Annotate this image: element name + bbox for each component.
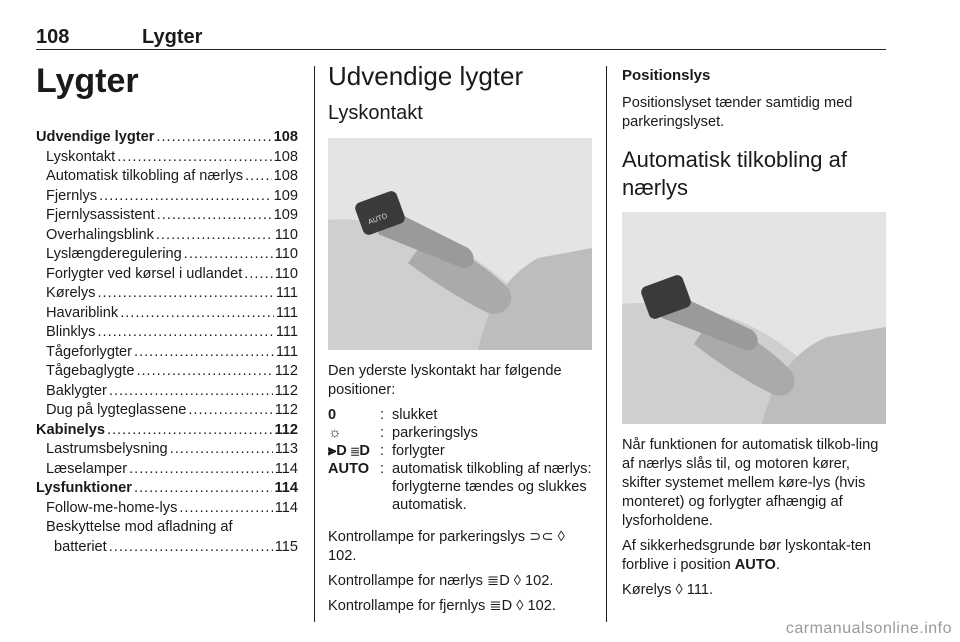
toc-leader-dots: [109, 382, 273, 402]
toc-label: Lyskontakt: [46, 148, 116, 165]
toc-leader-dots: [244, 265, 272, 285]
toc-page-number: 114: [274, 499, 298, 516]
toc-page-number: 112: [274, 421, 298, 438]
toc-item-row: [36, 323, 298, 343]
position-row: [328, 442, 592, 460]
toc-label: Baklygter: [46, 382, 107, 399]
toc-item-row: [36, 401, 298, 421]
position-symbol-icon: ⫸D ≣D: [328, 443, 370, 459]
positionslys-text: Positionslyset tænder samtidig med parkeringslyset.: [622, 95, 853, 130]
toc-leader-dots: [99, 187, 272, 207]
page-header: [36, 26, 886, 50]
table-of-contents: [36, 128, 298, 557]
auto-switch-image: [622, 212, 886, 424]
toc-item-row: [36, 265, 298, 285]
toc-leader-dots: [134, 343, 274, 363]
toc-label: Automatisk tilkobling af nærlys: [46, 168, 244, 184]
toc-item-row: [36, 362, 298, 382]
toc-label: Beskyttelse mod afladning af: [46, 519, 233, 535]
position-text: automatisk tilkobling af nærlys: forlygterne tændes og slukkes automatisk.: [392, 461, 592, 513]
intro-text: Den yderste lyskontakt har følgende positioner:: [328, 363, 562, 398]
content-column-3: [622, 66, 886, 600]
toc-page-number: 115: [274, 538, 298, 555]
toc-page-number: 109: [273, 187, 298, 204]
para-lowbeam-lamp: Kontrollampe for nærlys ≣D ◊ 102.: [328, 573, 554, 589]
position-colon: :: [380, 425, 385, 441]
toc-item-row: [36, 206, 298, 226]
toc-leader-dots: [109, 538, 273, 558]
toc-page-number: 111: [275, 324, 298, 340]
toc-item-row: [36, 187, 298, 207]
toc-column: [36, 60, 298, 557]
auto-text-pre: Af sikkerhedsgrunde bør lyskontak-ten forblive i position: [622, 538, 872, 573]
toc-leader-dots: [188, 401, 272, 421]
toc-label: Tågebaglygte: [46, 363, 135, 379]
position-symbol-icon: ☼: [328, 425, 342, 441]
toc-label: Lysfunktioner: [36, 480, 132, 496]
position-text: parkeringslys: [392, 425, 478, 441]
auto-text-bold: AUTO: [734, 557, 776, 573]
chapter-title: Lygter: [36, 62, 139, 100]
toc-page-number: 109: [273, 207, 298, 223]
auto-lowbeam-text-1: Når funktionen for automatisk tilkob-ling af nærlys slås til, og motoren kører, skifter systemet mellem køre-lys (hvis monteret) og forlygter afhængig af lysforholdene.: [622, 437, 879, 529]
light-switch-illustration: [328, 138, 592, 350]
toc-item-row: [36, 304, 298, 324]
toc-page-number: 114: [274, 480, 298, 496]
toc-page-number: 112: [274, 363, 298, 379]
toc-leader-dots: [245, 167, 272, 187]
toc-item-row: [36, 226, 298, 246]
toc-page-number: 108: [273, 129, 298, 145]
toc-label: Havariblink: [46, 304, 119, 321]
toc-leader-dots: [184, 245, 273, 265]
content-column-2: [328, 60, 592, 616]
toc-leader-dots: [170, 440, 273, 460]
toc-page-number: 111: [275, 285, 298, 301]
toc-heading-row: [36, 128, 298, 148]
toc-item-row: [36, 284, 298, 304]
toc-page-number: 108: [273, 168, 298, 184]
auto-switch-illustration: [622, 212, 886, 424]
para-parking-lamp: Kontrollampe for parkeringslys ⊃⊂ ◊ 102.: [328, 529, 565, 564]
toc-label: Blinklys: [46, 324, 96, 340]
auto-lowbeam-text-3: Kørelys ◊ 111.: [622, 582, 714, 598]
toc-page-number: 110: [274, 265, 298, 282]
section-heading: Udvendige lygter: [328, 61, 524, 91]
toc-label: Lastrumsbelysning: [46, 441, 168, 457]
svg-text:AUTO: AUTO: [367, 211, 389, 227]
para-highbeam-lamp: Kontrollampe for fjernlys ≣D ◊ 102.: [328, 598, 556, 614]
toc-label: Kørelys: [46, 285, 96, 301]
position-colon: :: [380, 443, 385, 459]
subsection-heading: Lyskontakt: [328, 102, 423, 124]
toc-leader-dots: [157, 206, 272, 226]
toc-heading-row: [36, 421, 298, 441]
toc-leader-dots: [97, 284, 273, 304]
column-divider: [314, 66, 315, 622]
auto-lowbeam-heading: Automatisk tilkobling af nærlys: [622, 147, 847, 200]
toc-item-row: [36, 518, 298, 538]
toc-label: Tågeforlygter: [46, 343, 132, 360]
toc-leader-dots: [97, 323, 273, 343]
position-row: [328, 424, 592, 442]
position-colon: :: [380, 407, 385, 423]
toc-page-number: 110: [274, 226, 298, 243]
toc-label: Dug på lygteglassene: [46, 402, 187, 418]
toc-label: batteriet: [54, 538, 107, 555]
toc-label: Overhalingsblink: [46, 226, 154, 243]
positionslys-heading: Positionslys: [622, 67, 711, 84]
toc-item-row: [36, 167, 298, 187]
auto-text-post: .: [775, 557, 780, 573]
toc-leader-dots: [156, 226, 273, 246]
toc-item-row: [36, 343, 298, 363]
toc-heading-row: [36, 479, 298, 499]
toc-label: Fjernlysassistent: [46, 207, 155, 223]
position-symbol-icon: 0: [328, 407, 337, 423]
toc-leader-dots: [129, 460, 273, 480]
toc-label: Lyslængderegulering: [46, 246, 182, 262]
toc-leader-dots: [107, 421, 273, 441]
toc-page-number: 114: [274, 460, 298, 477]
toc-leader-dots: [120, 304, 274, 324]
position-text: forlygter: [392, 443, 445, 459]
toc-item-row: [36, 382, 298, 402]
toc-item-row: [36, 245, 298, 265]
page-number: 108: [36, 26, 70, 48]
toc-leader-dots: [117, 148, 271, 168]
header-title: Lygter: [142, 26, 203, 48]
position-symbol-icon: AUTO: [328, 461, 370, 477]
toc-label: Follow-me-home-lys: [46, 499, 178, 516]
toc-item-row: [36, 538, 298, 558]
column-divider: [606, 66, 607, 622]
toc-leader-dots: [134, 479, 273, 499]
toc-page-number: 110: [274, 246, 298, 262]
toc-item-row: [36, 499, 298, 519]
toc-label: Forlygter ved kørsel i udlandet: [46, 265, 243, 282]
toc-item-row: [36, 440, 298, 460]
toc-page-number: 113: [274, 441, 298, 457]
auto-lowbeam-text-2: [622, 537, 886, 575]
toc-page-number: 112: [274, 402, 298, 418]
toc-leader-dots: [179, 499, 272, 519]
position-text: slukket: [392, 407, 438, 423]
position-row: [328, 460, 592, 514]
toc-item-row: [36, 460, 298, 480]
toc-label: Fjernlys: [46, 187, 98, 204]
toc-page-number: 111: [275, 304, 298, 321]
toc-page-number: 112: [274, 382, 298, 399]
toc-item-row: [36, 148, 298, 168]
toc-leader-dots: [156, 128, 271, 148]
position-row: [328, 406, 592, 424]
toc-page-number: 111: [275, 343, 298, 360]
light-switch-image: [328, 138, 592, 350]
toc-page-number: 108: [273, 148, 298, 165]
toc-label: Kabinelys: [36, 421, 105, 438]
positions-list: [328, 406, 592, 514]
position-colon: :: [380, 461, 385, 477]
watermark: carmanualsonline.info: [785, 620, 952, 637]
toc-label: Læselamper: [46, 460, 128, 477]
toc-leader-dots: [136, 362, 272, 382]
toc-label: Udvendige lygter: [36, 129, 155, 145]
